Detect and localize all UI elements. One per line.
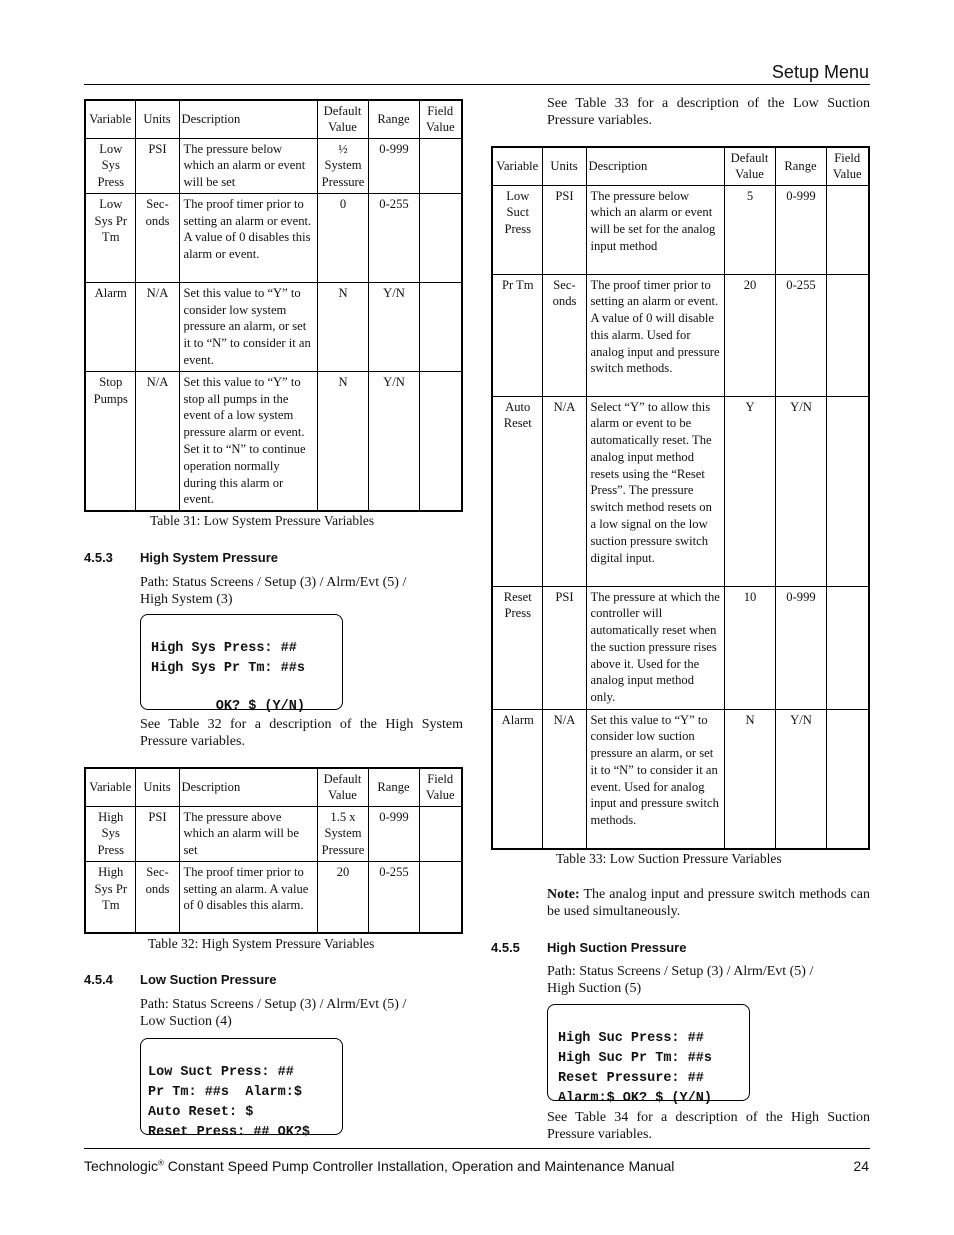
screen-line: Low Suct Press: ## xyxy=(148,1065,294,1080)
section-number: 4.5.5 xyxy=(491,940,520,955)
cell-units: PSI xyxy=(135,138,179,193)
cell-range: 0-255 xyxy=(368,861,419,933)
col-variable: Variable xyxy=(85,768,135,806)
col-default: Default Value xyxy=(724,147,775,185)
cell-range: 0-255 xyxy=(368,193,419,282)
cell-range: Y/N xyxy=(368,371,419,511)
cell-units: N/A xyxy=(135,371,179,511)
table-row xyxy=(85,193,462,282)
cell-field xyxy=(826,396,869,586)
screen-line xyxy=(151,679,332,697)
path-text-4-5-4: Path: Status Screens / Setup (3) / Alrm/Evt (5) / Low Suction (4) xyxy=(140,997,407,1029)
col-description: Description xyxy=(586,147,724,185)
cell-range: 0-255 xyxy=(775,274,826,396)
section-heading-4-5-3 xyxy=(84,550,278,565)
cell-units: PSI xyxy=(542,586,586,709)
cell-description: The proof timer prior to setting an alarm or event. A value of 0 will disable this alarm. Used for analog input and pressure switch methods. xyxy=(586,274,724,396)
note-paragraph xyxy=(547,886,870,920)
table-32 xyxy=(84,767,463,934)
section-heading-4-5-4 xyxy=(84,972,277,987)
table-32-caption: Table 32: High System Pressure Variables xyxy=(148,936,375,951)
section-number: 4.5.4 xyxy=(84,972,113,987)
table-33 xyxy=(491,146,870,850)
table-31 xyxy=(84,99,463,512)
cell-units: Sec-onds xyxy=(542,274,586,396)
col-field: Field Value xyxy=(419,100,462,138)
lcd-screen-low-suction xyxy=(140,1038,343,1140)
see-table-32-text: See Table 32 for a description of the High System Pressure variables. xyxy=(140,717,463,749)
table-row xyxy=(492,709,869,849)
cell-range: 0-999 xyxy=(775,185,826,274)
cell-range: 0-999 xyxy=(368,138,419,193)
cell-variable: Alarm xyxy=(85,282,135,371)
col-units: Units xyxy=(135,100,179,138)
screen-line: OK? $ (Y/N) xyxy=(151,699,305,714)
col-units: Units xyxy=(542,147,586,185)
cell-description: Select “Y” to allow this alarm or event to be automatically reset. The analog input method resets using the “Reset Press”. The pressure switch method resets on a low signal on the low suction pressure switch digital input. xyxy=(586,396,724,586)
cell-field xyxy=(419,282,462,371)
cell-default: N xyxy=(724,709,775,849)
cell-variable: Low Suct Press xyxy=(492,185,542,274)
cell-default: Y xyxy=(724,396,775,586)
page-number: 24 xyxy=(853,1158,869,1174)
cell-default: 20 xyxy=(317,861,368,933)
section-heading-4-5-5 xyxy=(491,940,686,955)
col-default: Default Value xyxy=(317,768,368,806)
cell-default: ½ System Pressure xyxy=(317,138,368,193)
table-row xyxy=(85,861,462,933)
table-row xyxy=(492,185,869,274)
cell-field xyxy=(826,274,869,396)
section-title: Low Suction Pressure xyxy=(140,972,277,987)
cell-default: 20 xyxy=(724,274,775,396)
table-row xyxy=(85,282,462,371)
cell-variable: Auto Reset xyxy=(492,396,542,586)
cell-default: 0 xyxy=(317,193,368,282)
cell-units: Sec-onds xyxy=(135,861,179,933)
cell-field xyxy=(419,371,462,511)
col-field: Field Value xyxy=(826,147,869,185)
registered-mark: ® xyxy=(157,1158,164,1168)
lcd-screen-high-system xyxy=(140,614,343,714)
cell-variable: Reset Press xyxy=(492,586,542,709)
cell-field xyxy=(826,185,869,274)
table-33-caption: Table 33: Low Suction Pressure Variables xyxy=(556,851,782,866)
screen-line: Pr Tm: ##s Alarm:$ xyxy=(148,1085,302,1100)
screen-line: Auto Reset: $ xyxy=(148,1105,254,1120)
section-number: 4.5.3 xyxy=(84,550,113,565)
note-text: The analog input and pressure switch methods can be used simultaneously. xyxy=(547,887,870,919)
col-field: Field Value xyxy=(419,768,462,806)
cell-range: Y/N xyxy=(368,282,419,371)
cell-description: The pressure below which an alarm or event will be set for the analog input method xyxy=(586,185,724,274)
table-row xyxy=(492,274,869,396)
cell-description: Set this value to “Y” to consider low suction pressure an alarm, or set it to “N” to consider it an event. Used for analog input and pressure switch methods. xyxy=(586,709,724,849)
table-row xyxy=(85,806,462,861)
cell-units: N/A xyxy=(135,282,179,371)
screen-line: High Sys Press: ## xyxy=(151,641,297,656)
section-title: High System Pressure xyxy=(140,550,279,565)
path-text-4-5-5: Path: Status Screens / Setup (3) / Alrm/Evt (5) / High Suction (5) xyxy=(547,964,814,996)
section-title: High Suction Pressure xyxy=(547,940,687,955)
col-range: Range xyxy=(368,768,419,806)
col-description: Description xyxy=(179,100,317,138)
table-row xyxy=(492,586,869,709)
cell-description: The pressure at which the controller will automatically reset when the suction pressure rises above it. Used for the analog input method only. xyxy=(586,586,724,709)
col-variable: Variable xyxy=(85,100,135,138)
path-text-4-5-3: Path: Status Screens / Setup (3) / Alrm/Evt (5) / High System (3) xyxy=(140,575,407,607)
cell-description: The pressure below which an alarm or event will be set xyxy=(179,138,317,193)
col-range: Range xyxy=(775,147,826,185)
cell-units: N/A xyxy=(542,709,586,849)
header-rule xyxy=(84,84,870,85)
cell-field xyxy=(419,861,462,933)
table-row xyxy=(85,138,462,193)
cell-range: Y/N xyxy=(775,709,826,849)
cell-units: Sec-onds xyxy=(135,193,179,282)
cell-variable: High Sys Pr Tm xyxy=(85,861,135,933)
cell-range: 0-999 xyxy=(775,586,826,709)
cell-units: PSI xyxy=(135,806,179,861)
cell-range: Y/N xyxy=(775,396,826,586)
cell-variable: Alarm xyxy=(492,709,542,849)
footer-brand: Technologic xyxy=(84,1158,158,1174)
cell-variable: Pr Tm xyxy=(492,274,542,396)
cell-variable: Stop Pumps xyxy=(85,371,135,511)
cell-field xyxy=(419,193,462,282)
cell-field xyxy=(826,709,869,849)
see-table-33-text: See Table 33 for a description of the Low Suction Pressure variables. xyxy=(547,96,870,128)
see-table-34-text: See Table 34 for a description of the High Suction Pressure variables. xyxy=(547,1110,870,1142)
col-variable: Variable xyxy=(492,147,542,185)
cell-field xyxy=(419,138,462,193)
col-units: Units xyxy=(135,768,179,806)
cell-field xyxy=(826,586,869,709)
cell-units: N/A xyxy=(542,396,586,586)
note-label: Note: xyxy=(547,887,580,902)
table-31-caption: Table 31: Low System Pressure Variables xyxy=(150,513,375,528)
lcd-screen-high-suction xyxy=(547,1004,750,1106)
col-default: Default Value xyxy=(317,100,368,138)
screen-line: Reset Pressure: ## xyxy=(558,1071,704,1086)
cell-description: Set this value to “Y” to consider low system pressure an alarm, or set it to “N” to consider it an event. xyxy=(179,282,317,371)
footer-rest: Constant Speed Pump Controller Installation, Operation and Maintenance Manual xyxy=(163,1158,675,1174)
footer-rule xyxy=(84,1148,870,1149)
cell-default: N xyxy=(317,371,368,511)
cell-variable: Low Sys Pr Tm xyxy=(85,193,135,282)
cell-description: Set this value to “Y” to stop all pumps in the event of a low system pressure alarm or event. Set it to “N” to continue operation normally during this alarm or event. xyxy=(179,371,317,511)
cell-default: 1.5 x System Pressure xyxy=(317,806,368,861)
screen-line: High Suc Pr Tm: ##s xyxy=(558,1051,712,1066)
screen-line: High Sys Pr Tm: ##s xyxy=(151,661,305,676)
footer-manual-title xyxy=(84,1158,674,1174)
screen-line: Reset Press: ## OK?$ xyxy=(148,1125,311,1140)
cell-description: The proof timer prior to setting an alarm or event. A value of 0 disables this alarm or event. xyxy=(179,193,317,282)
screen-line: High Suc Press: ## xyxy=(558,1031,704,1046)
screen-line: Alarm:$ OK? $ (Y/N) xyxy=(558,1091,712,1106)
cell-default: N xyxy=(317,282,368,371)
cell-variable: Low Sys Press xyxy=(85,138,135,193)
table-row xyxy=(85,371,462,511)
table-row xyxy=(492,396,869,586)
cell-description: The pressure above which an alarm will be set xyxy=(179,806,317,861)
page-header-title: Setup Menu xyxy=(771,62,869,82)
cell-default: 5 xyxy=(724,185,775,274)
col-range: Range xyxy=(368,100,419,138)
cell-default: 10 xyxy=(724,586,775,709)
cell-range: 0-999 xyxy=(368,806,419,861)
cell-units: PSI xyxy=(542,185,586,274)
cell-variable: High Sys Press xyxy=(85,806,135,861)
col-description: Description xyxy=(179,768,317,806)
cell-description: The proof timer prior to setting an alarm. A value of 0 disables this alarm. xyxy=(179,861,317,933)
cell-field xyxy=(419,806,462,861)
